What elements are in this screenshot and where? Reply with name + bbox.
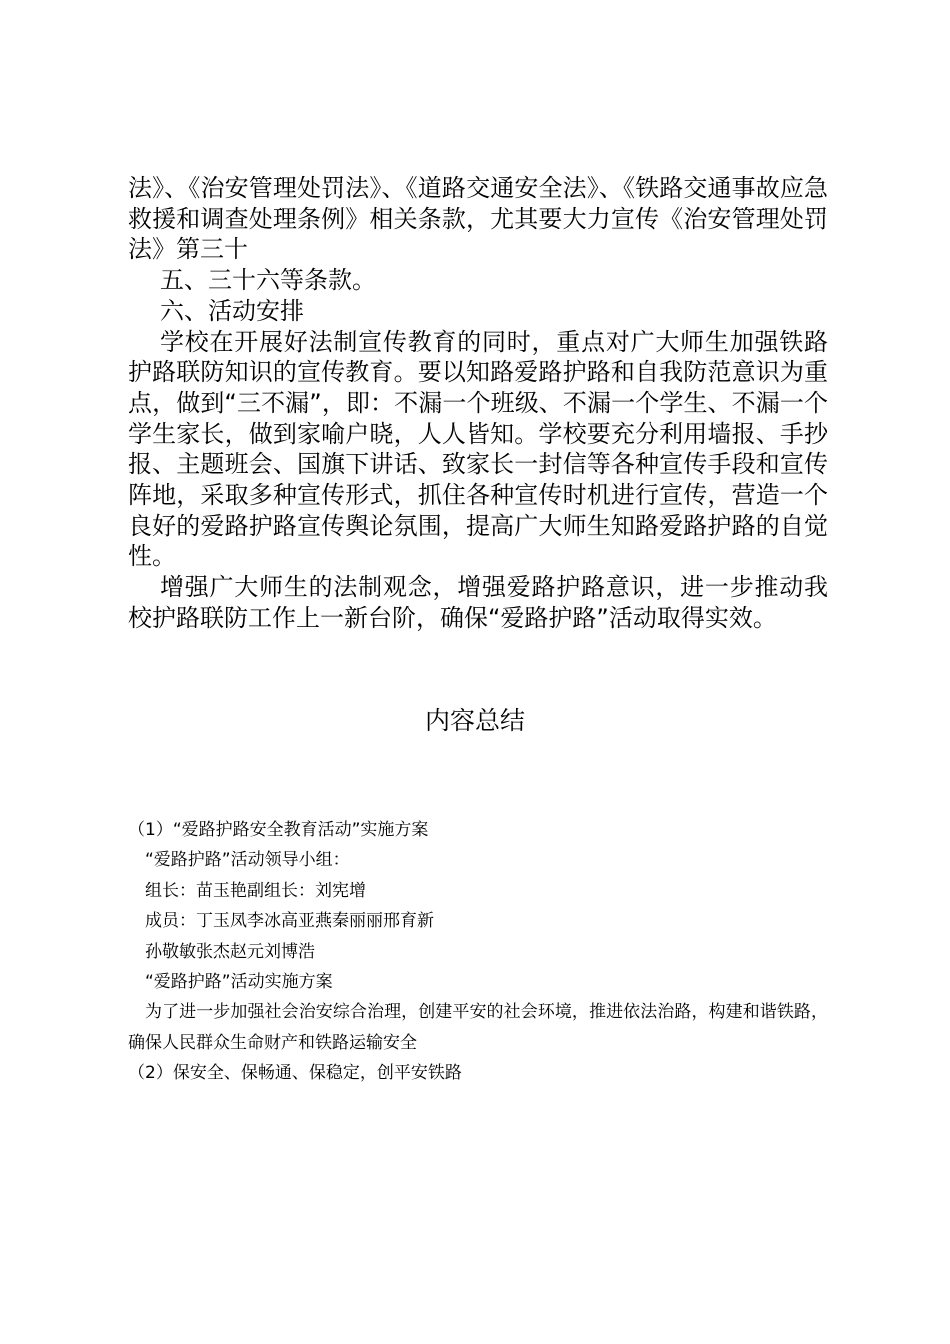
summary-line-2: “爱路护路”活动领导小组： [145,850,350,871]
body-paragraph-school-propaganda: 学校在开展好法制宣传教育的同时，重点对广大师生加强铁路护路联防知识的宣传教育。要以知路爱路护路和自我防范意识为重点，做到“三不漏”，即：不漏一个班级、不漏一个学生、不漏一个学生家长，做到家喻户晓，人人皆知。学校要充分利用墙报、手抄报、主题班会、国旗下讲话、致家长一封信等各种宣传手段和宣传阵地，采取多种宣传形式，抓住各种宣传时机进行宣传，营造一个良好的爱路护路宣传舆论氛围，提高广大师生知路爱路护路的自觉性。 [128,327,828,571]
summary-line-7: 为了进一步加强社会治安综合治理，创建平安的社会环境，推进依法治路，构建和谐铁路，确保人民群众生命财产和铁路运输安全 [128,1002,828,1053]
section-heading-activity-arrangement: 六、活动安排 [160,296,304,325]
summary-line-3: 组长：苗玉艳副组长：刘宪增 [145,880,366,901]
body-paragraph-conclusion: 增强广大师生的法制观念，增强爱路护路意识，进一步推动我校护路联防工作上一新台阶，确保“爱路护路”活动取得实效。 [128,573,828,632]
body-paragraph-clauses: 五、三十六等条款。 [160,266,376,295]
summary-line-8: （2）保安全、保畅通、保稳定，创平安铁路 [128,1063,462,1084]
summary-section [128,815,828,1089]
summary-title: 内容总结 [424,706,525,735]
summary-line-5: 孙敬敏张杰赵元刘博浩 [145,941,315,962]
body-text [128,173,828,634]
summary-line-1: （1）“爱路护路安全教育活动”实施方案 [128,820,429,840]
summary-line-6: “爱路护路”活动实施方案 [145,972,333,993]
body-paragraph-law-list: 法》、《治安管理处罚法》、《道路交通安全法》、《铁路交通事故应急救援和调查处理条例》相关条款，尤其要大力宣传《治安管理处罚法》第三十 [128,174,828,264]
summary-line-4: 成员：丁玉凤李冰高亚燕秦丽丽邢育新 [145,911,434,932]
